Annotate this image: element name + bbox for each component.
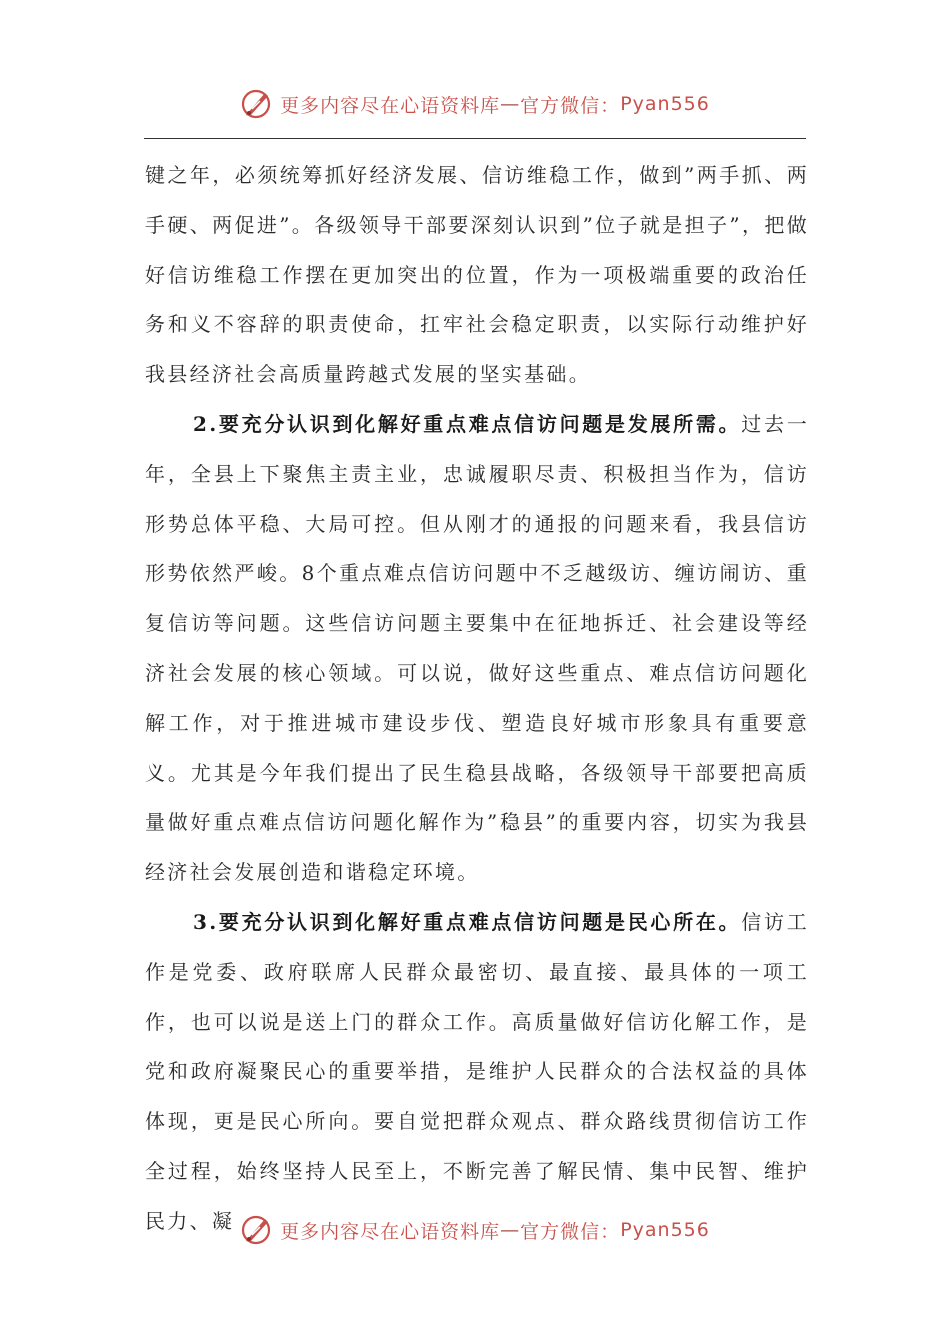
- header-banner-wx-label: 官方微信：: [520, 94, 621, 117]
- footer-banner-sep: —: [500, 1219, 521, 1241]
- header-banner-wx-id: Pyan556: [620, 93, 710, 115]
- paragraph-2: [145, 400, 809, 898]
- quill-logo-icon: [240, 1213, 274, 1247]
- document-body: [145, 151, 809, 1247]
- paragraph-1-text: 键之年，必须统筹抓好经济发展、信访维稳工作，做到”两手抓、两手硬、两促进”。各级领导干部要深刻认识到”位子就是担子”，把做好信访维稳工作摆在更加突出的位置，作为一项极端重要的政治任务和义不容辞的职责使命，扛牢社会稳定职责，以实际行动维护好我县经济社会高质量跨越式发展的坚实基础。: [145, 163, 809, 387]
- paragraph-3-heading: 3.要充分认识到化解好重点难点信访问题是民心所在。: [193, 909, 742, 934]
- header-banner: [0, 84, 950, 124]
- header-banner-sep: —: [500, 93, 521, 115]
- footer-banner-wx-id: Pyan556: [620, 1219, 710, 1241]
- paragraph-2-heading: 2.要充分认识到化解好重点难点信访问题是发展所需。: [193, 411, 742, 436]
- quill-logo-icon: [240, 87, 274, 121]
- footer-banner-wx-label: 官方微信：: [520, 1220, 621, 1243]
- header-divider: [144, 138, 806, 139]
- header-banner-main: 更多内容尽在心语资料库: [280, 94, 501, 117]
- footer-banner-main: 更多内容尽在心语资料库: [280, 1220, 501, 1243]
- paragraph-2-text: 过去一年，全县上下聚焦主责主业，忠诚履职尽责、积极担当作为，信访形势总体平稳、大局可控。但从刚才的通报的问题来看，我县信访形势依然严峻。8个重点难点信访问题中不乏越级访、缠访闹访、重复信访等问题。这些信访问题主要集中在征地拆迁、社会建设等经济社会发展的核心领域。可以说，做好这些重点、难点信访问题化解工作，对于推进城市建设步伐、塑造良好城市形象具有重要意义。尤其是今年我们提出了民生稳县战略，各级领导干部要把高质量做好重点难点信访问题化解作为”稳县”的重要内容，切实为我县经济社会发展创造和谐稳定环境。: [145, 411, 809, 885]
- paragraph-1: [145, 151, 809, 400]
- footer-banner: [0, 1210, 950, 1250]
- paragraph-3: [145, 898, 809, 1247]
- paragraph-3-text: 信访工作是党委、政府联席人民群众最密切、最直接、最具体的一项工作，也可以说是送上门的群众工作。高质量做好信访化解工作，是党和政府凝聚民心的重要举措，是维护人民群众的合法权益的具体体现，更是民心所向。要自觉把群众观点、群众路线贯彻信访工作全过程，始终坚持人民至上，不断完善了解民情、集中民智、维护民力、凝: [145, 909, 809, 1233]
